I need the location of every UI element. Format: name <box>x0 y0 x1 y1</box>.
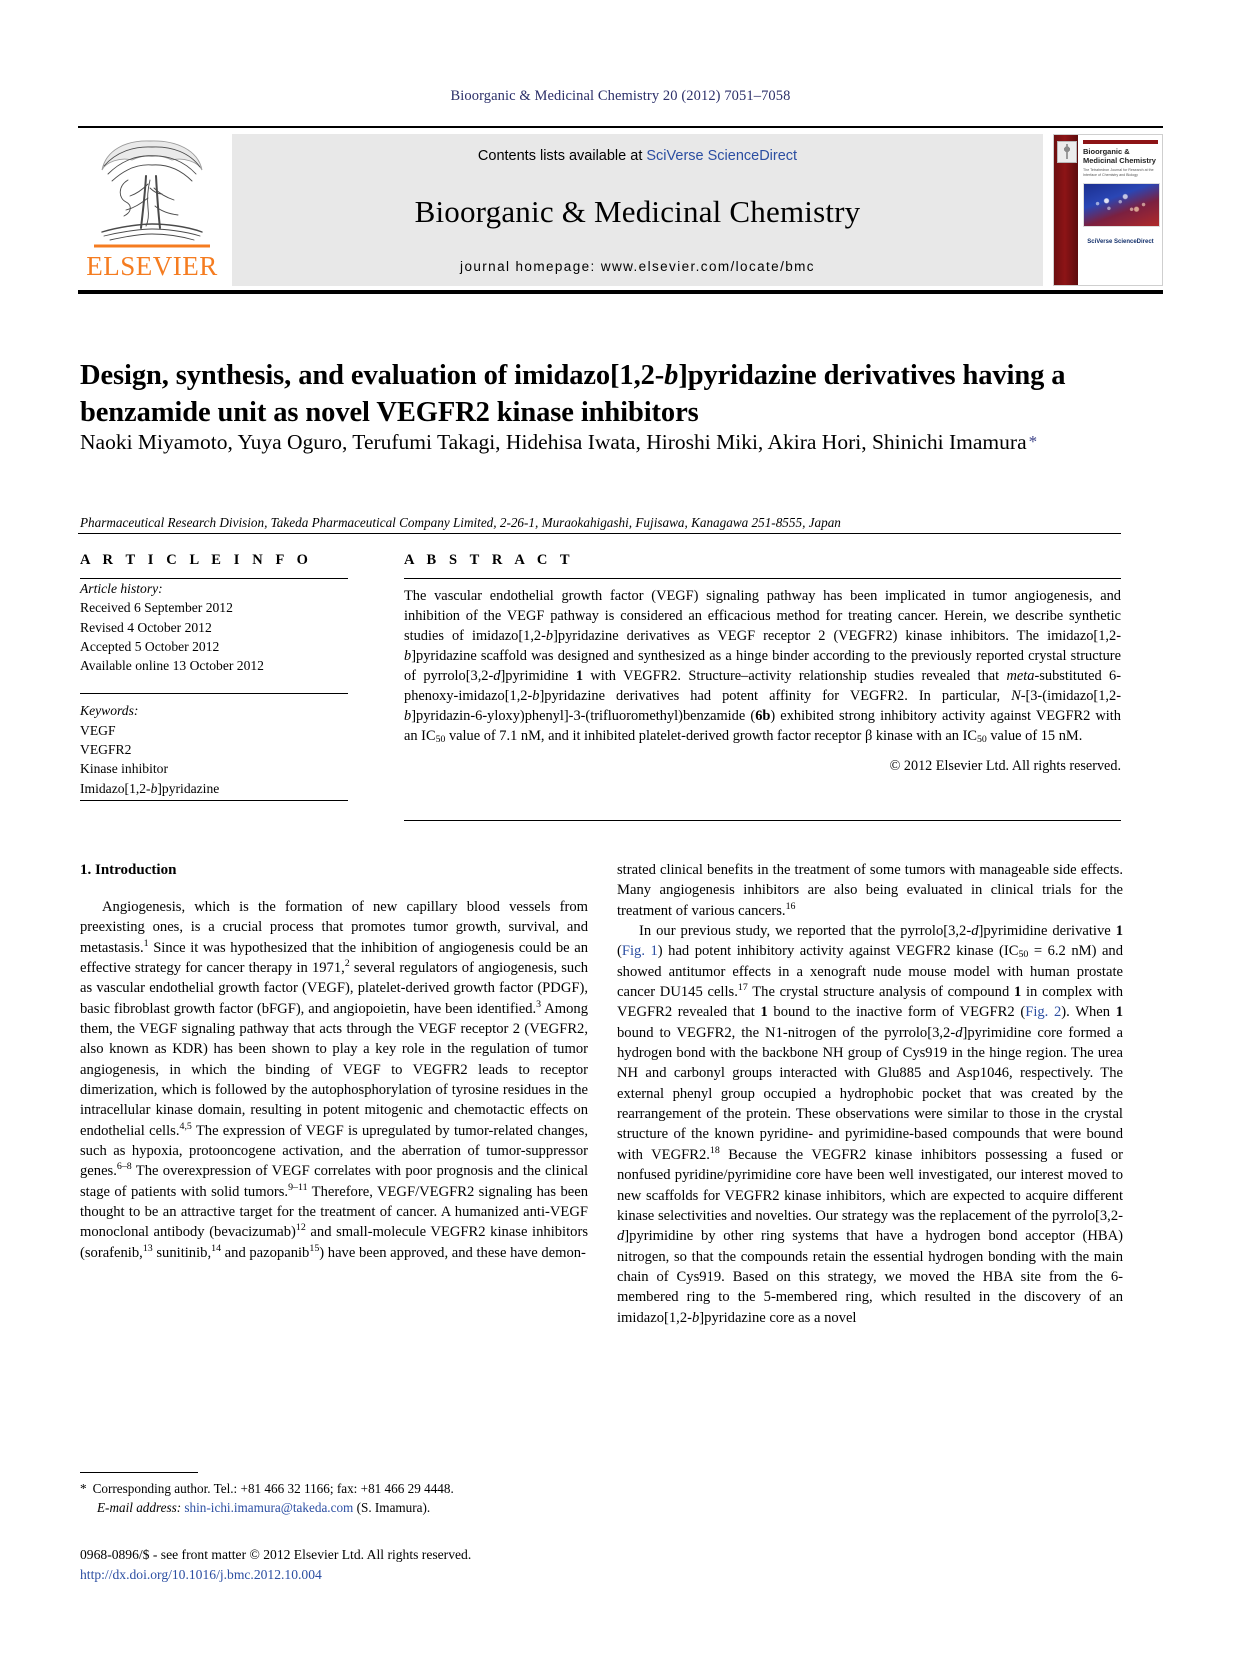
history-item: Accepted 5 October 2012 <box>80 638 220 654</box>
abstract-column <box>404 545 1121 775</box>
history-item: Revised 4 October 2012 <box>80 619 212 635</box>
cover-elsevier-badge-icon <box>1057 141 1077 163</box>
email-link[interactable]: shin-ichi.imamura@takeda.com <box>184 1499 354 1515</box>
journal-homepage-link[interactable]: journal homepage: www.elsevier.com/locate/bmc <box>460 259 815 274</box>
affiliation: Pharmaceutical Research Division, Takeda Pharmaceutical Company Limited, 2-26-1, Muraokahigashi, Fujisawa, Kanagawa 251-8555, Japan <box>80 515 841 530</box>
masthead-bottom-rule <box>78 290 1163 294</box>
running-head: Bioorganic & Medicinal Chemistry 20 (2012) 7051–7058 <box>450 88 791 104</box>
contents-prefix: Contents lists available at <box>477 148 647 164</box>
article-history-label: Article history: <box>80 581 163 596</box>
section-heading-introduction: 1. Introduction <box>80 862 177 878</box>
abstract-heading: A B S T R A C T <box>404 552 575 568</box>
corresponding-author-note <box>80 1480 588 1499</box>
history-item: Available online 13 October 2012 <box>80 658 264 674</box>
cover-artwork <box>1083 183 1160 227</box>
email-owner: (S. Imamura). <box>356 1499 431 1515</box>
cover-front <box>1078 135 1162 285</box>
front-matter-line: 0968-0896/$ - see front matter © 2012 Elsevier Ltd. All rights reserved. <box>80 1547 472 1562</box>
info-column-bottom-rule <box>80 800 348 801</box>
email-note <box>80 1499 588 1518</box>
corresponding-author-text: Corresponding author. Tel.: +81 466 32 1166; fax: +81 466 29 4448. <box>92 1481 454 1496</box>
paragraph: Angiogenesis, which is the formation of new capillary blood vessels from preexisting ones, is a crucial process that promotes tumor growth, survival, and metastasis.$^1$ Since it was hypothesized that the inhibition of angiogenesis could be an effective strategy for cancer therapy in 1971,$^2$ several regulators of angiogenesis, such as vascular endothelial growth factor (VEGF), platelet-derived growth factor (PDGF), basic fibroblast growth factor (bFGF), and angiopoietin, have been identified.$^3$ Among them, the VEGF signaling pathway that acts through the VEGF receptor 2 (VEGFR2, also known as KDR) has been shown to play a key role in the regulation of tumor angiogenesis, in which the binding of VEGF to VEGFR2 leads to receptor dimerization, which is followed by the autophosphorylation of tyrosine residues in the intracellular kinase domain, resulting in potent mitogenic and chemotactic effects on endothelial cells.$^{4,5}$ The expression of VEGF is upregulated by tumor-related changes, such as hypoxia, protooncogene activation, and the aberration of tumor-suppressor genes.$^{6-8}$ The overexpression of VEGF correlates with poor prognosis and the clinical stage of patients with solid tumors.$^{9-11}$ Therefore, VEGF/VEGFR2 signaling has been thought to be an attractive target for the treatment of cancer. A humanized anti-VEGF monoclonal antibody (bevacizumab)$^{12}$ and small-molecule VEGFR2 kinase inhibitors (sorafenib,$^{13}$ sunitinib,$^{14}$ and pazopanib$^{15}$) have been approved, and these have demon- <box>80 898 589 1261</box>
elsevier-tree-icon <box>88 136 216 252</box>
footnote-star-marker: * <box>80 1481 87 1496</box>
journal-banner <box>232 134 1043 286</box>
figure-reference-link[interactable]: Fig. 1 <box>621 943 658 960</box>
journal-cover-thumbnail[interactable] <box>1053 134 1163 286</box>
cover-subtitle: The Tetrahedron Journal for Research at the Interface of Chemistry and Biology <box>1083 168 1154 177</box>
journal-masthead <box>78 126 1163 294</box>
body-column-right <box>617 860 1123 1328</box>
keyword-item: Kinase inhibitor <box>80 761 168 777</box>
email-label: E-mail address: <box>97 1499 182 1515</box>
article-history-block <box>80 579 348 675</box>
cover-spine <box>1054 135 1078 285</box>
contents-available-line <box>478 148 797 164</box>
cover-title: Bioorganic & Medicinal Chemistry <box>1083 147 1156 165</box>
cover-brand: SciVerse ScienceDirect <box>1087 238 1154 245</box>
figure-reference-link[interactable]: Fig. 2 <box>1025 1004 1062 1021</box>
affiliation-rule <box>78 533 1121 534</box>
keyword-item: VEGF <box>80 722 116 738</box>
footnote-rule <box>80 1472 198 1473</box>
keywords-block <box>80 701 348 797</box>
imprint-block <box>80 1545 780 1584</box>
footnote-block <box>80 1480 588 1517</box>
body-column-left <box>80 860 588 1263</box>
paragraph: In our previous study, we reported that the pyrrolo[3,2-d]pyrimidine derivative 1 (Fig. 1) had potent inhibitory activity against VEGFR2 kinase ($IC_{50} = 6.2$ nM) and showed antitumor effects in a xenograft nude mouse model with human prostate cancer DU145 cells.$^{17}$ The crystal structure analysis of compound 1 in complex with VEGFR2 revealed that 1 bound to the inactive form of VEGFR2 (Fig. 2). When 1 bound to VEGFR2, the N1-nitrogen of the pyrrolo[3,2-d]pyrimidine core formed a hydrogen bond with the backbone NH group of Cys919 in the hinge region. The urea NH and carbonyl groups interacted with Glu885 and Asp1046, respectively. The external phenyl group occupied a hydrophobic pocket that was created by the rearrangement of the protein. These observations were similar to those in the crystal structure of the known pyridine- and pyrimidine-based compounds that were bound with VEGFR2.18 Because the VEGFR2 kinase inhibitors possessing a fused or nonfused pyridine/pyrimidine core have been well investigated, our interest moved to new scaffolds for VEGFR2 kinase inhibitors, which are expected to acquire different kinase selectivities and novelties. Our strategy was the replacement of the pyrrolo[3,2-d]pyrimidine by other ring systems that have a hydrogen bond acceptor (HBA) nitrogen, so that the compounds retain the essential hydrogen bonding with the main chain of Cys919. Based on this strategy, we moved the HBA site from the 6-membered ring to the 5-membered ring, which resulted in the discovery of an imidazo[1,2-b]pyridazine core as a novel <box>617 923 1124 1326</box>
keyword-item: VEGFR2 <box>80 742 132 758</box>
abstract-text: The vascular endothelial growth factor (VEGF) signaling pathway has been implicated in tumor angiogenesis, and inhibition of the VEGF pathway is considered an efficacious method for treating cancer. Herein, we describe synthetic studies of imidazo[1,2-b]pyridazine derivatives as VEGF receptor 2 (VEGFR2) kinase inhibitors. The imidazo[1,2-b]pyridazine scaffold was designed and synthesized as a hinge binder according to the previously reported crystal structure of pyrrolo[3,2-d]pyrimidine 1 with VEGFR2. Structure–activity relationship studies revealed that meta-substituted 6-phenoxy-imidazo[1,2-b]pyridazine derivatives had potent affinity for VEGFR2. In particular, N-[3-(imidazo[1,2-b]pyridazin-6-yloxy)phenyl]-3-(trifluoromethyl)benzamide (6b) exhibited strong inhibitory activity against VEGFR2 with an $IC_{50}$ value of 7.1 nM, and it inhibited platelet-derived growth factor receptor β kinase with an $IC_{50}$ value of 15 nM. <box>404 588 1122 745</box>
masthead-top-rule <box>78 126 1163 128</box>
sciencedirect-link[interactable]: SciVerse ScienceDirect <box>646 148 798 164</box>
corresponding-author-marker: * <box>1028 432 1038 451</box>
abstract-bottom-rule <box>404 820 1121 821</box>
history-item: Received 6 September 2012 <box>80 600 233 616</box>
article-info-heading: A R T I C L E I N F O <box>80 552 313 568</box>
cover-top-bar <box>1083 140 1158 144</box>
article-info-column <box>80 545 348 798</box>
cover-footline <box>1083 233 1158 237</box>
journal-title: Bioorganic & Medicinal Chemistry <box>414 193 861 229</box>
doi-link[interactable]: http://dx.doi.org/10.1016/j.bmc.2012.10.004 <box>80 1566 322 1582</box>
paragraph: strated clinical benefits in the treatment of some tumors with manageable side effects. Many angiogenesis inhibitors are also being evaluated in clinical trials for the treatment of various cancers.$^{16}$ <box>617 862 1123 919</box>
keyword-item: Imidazo[1,2-b]pyridazine <box>80 780 220 796</box>
abstract-copyright: © 2012 Elsevier Ltd. All rights reserved. <box>889 757 1121 774</box>
abstract-rule <box>404 578 1121 579</box>
elsevier-wordmark: ELSEVIER <box>86 251 218 281</box>
author-list: Naoki Miyamoto, Yuya Oguro, Terufumi Takagi, Hidehisa Iwata, Hiroshi Miki, Akira Hori, Shinichi Imamura * <box>80 430 1038 454</box>
keywords-rule <box>80 693 348 694</box>
keywords-label: Keywords: <box>80 703 139 719</box>
page-title: Design, synthesis, and evaluation of imidazo[1,2-b]pyridazine derivatives having a benzamide unit as novel VEGFR2 kinase inhibitors <box>80 360 1066 429</box>
elsevier-logo <box>78 134 226 286</box>
